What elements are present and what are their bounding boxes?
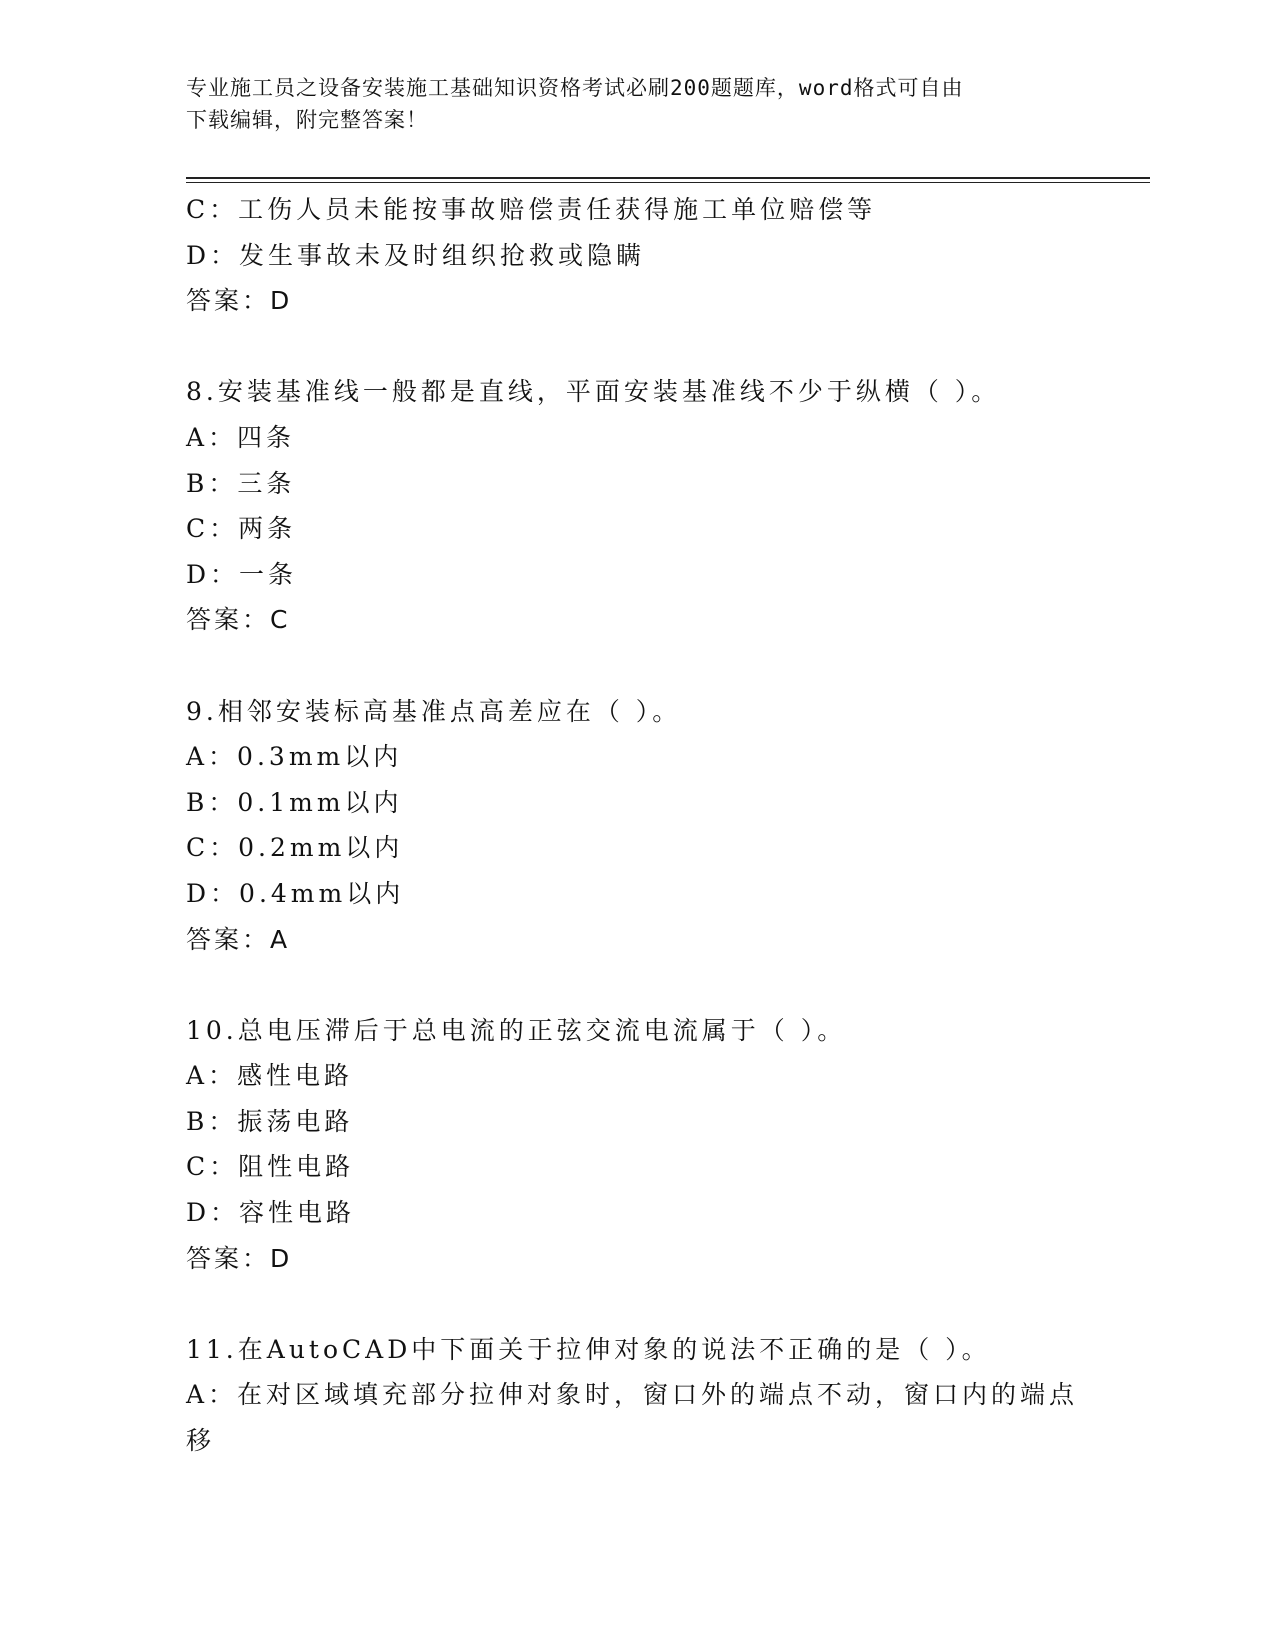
q9-answer: 答案：A — [186, 924, 291, 954]
q8-option-c: C：两条 — [186, 514, 297, 544]
spacer — [186, 1281, 1146, 1327]
question-7-block — [186, 187, 1146, 324]
header-line-2: 下载编辑，附完整答案！ — [186, 108, 428, 132]
q9-option-d: D：0.4mm以内 — [186, 878, 405, 908]
q10-option-b: B：振荡电路 — [186, 1106, 354, 1136]
question-11-block — [186, 1327, 1146, 1464]
q8-option-b: B：三条 — [186, 468, 296, 498]
q7-answer: 答案：D — [186, 286, 293, 316]
q10-option-d: D：容性电路 — [186, 1198, 356, 1228]
q8-option-a: A：四条 — [186, 422, 296, 452]
q11-option-a: A：在对区域填充部分拉伸对象时，窗口外的端点不动，窗口内的端点移 — [186, 1380, 1079, 1456]
q9-option-c: C：0.2mm以内 — [186, 833, 404, 863]
question-10-block — [186, 1008, 1146, 1282]
q11-question: 11.在AutoCAD中下面关于拉伸对象的说法不正确的是（ ）。 — [186, 1334, 991, 1364]
q8-answer: 答案：C — [186, 605, 291, 635]
spacer — [186, 643, 1146, 689]
q8-question: 8.安装基准线一般都是直线，平面安装基准线不少于纵横（ ）。 — [186, 377, 1001, 407]
header-divider-thin — [186, 182, 1150, 183]
q7-option-d: D：发生事故未及时组织抢救或隐瞒 — [186, 240, 646, 270]
header-divider-thick — [186, 177, 1150, 179]
q8-option-d: D：一条 — [186, 559, 298, 589]
question-9-block — [186, 689, 1146, 963]
q10-answer: 答案：D — [186, 1243, 293, 1273]
q10-option-c: C：阻性电路 — [186, 1152, 355, 1182]
q10-option-a: A：感性电路 — [186, 1061, 354, 1091]
q7-option-c: C：工伤人员未能按事故赔偿责任获得施工单位赔偿等 — [186, 195, 877, 224]
spacer — [186, 962, 1146, 1008]
header-line-1: 专业施工员之设备安装施工基础知识资格考试必刷200题题库，word格式可自由 — [186, 76, 964, 100]
q9-option-b: B：0.1mm以内 — [186, 787, 403, 817]
document-header — [186, 72, 1086, 136]
spacer — [186, 324, 1146, 370]
q9-question: 9.相邻安装标高基准点高差应在（ ）。 — [186, 696, 682, 726]
q9-option-a: A：0.3mm以内 — [186, 742, 403, 772]
question-8-block — [186, 369, 1146, 643]
question-list — [186, 187, 1146, 1464]
q10-question: 10.总电压滞后于总电流的正弦交流电流属于（ ）。 — [186, 1015, 847, 1045]
